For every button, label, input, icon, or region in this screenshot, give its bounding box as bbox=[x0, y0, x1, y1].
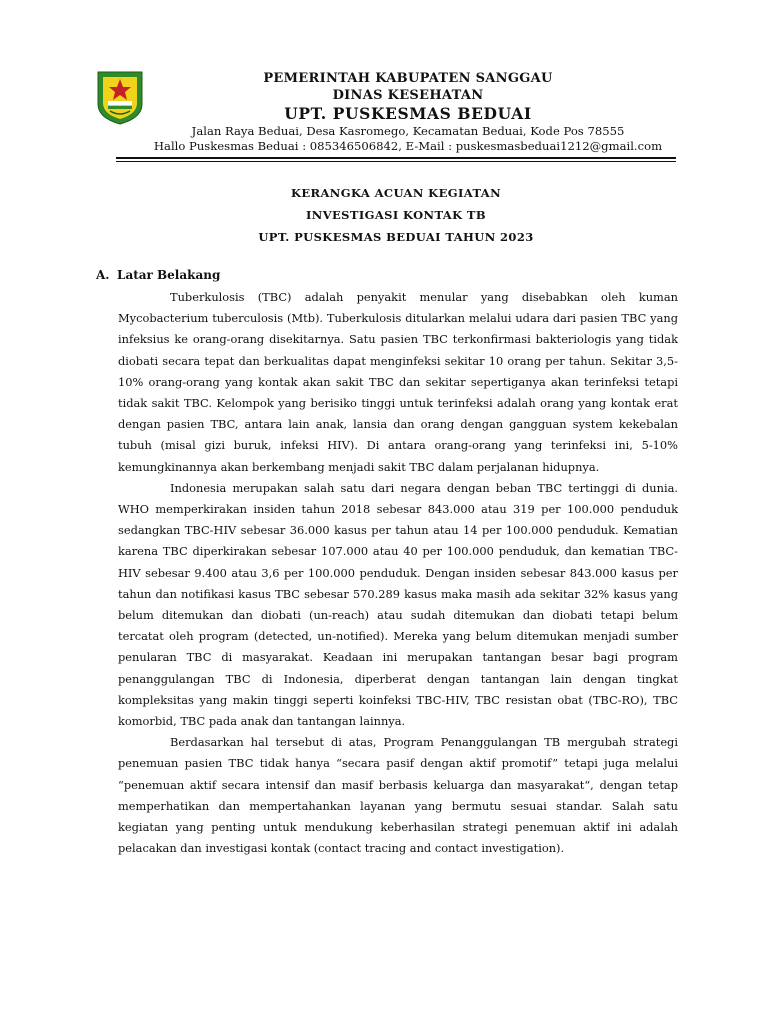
paragraph: Tuberkulosis (TBC) adalah penyakit menular yang disebabkan oleh kuman Mycobacterium tuberculosis (Mtb). Tuberkulosis ditularkan melalui udara dari pasien TBC yang infeksius ke orang-orang disekitarnya. Satu pasien TBC terkonfirmasi bakteriologis yang tidak diobati secara tepat dan berkualitas dapat menginfeksi sekitar 10 orang per tahun. Sekitar 3,5-10% orang-orang yang kontak akan sakit TBC dan sekitar sepertiganya akan terinfeksi tetapi tidak sakit TBC. Kelompok yang berisiko tinggi untuk terinfeksi adalah orang yang kontak erat dengan pasien TBC, antara lain anak, lansia dan orang dengan gangguan system kekebalan tubuh (misal gizi buruk, infeksi HIV). Di antara orang-orang yang terinfeksi ini, 5-10% kemungkinannya akan berkembang menjadi sakit TBC dalam perjalanan hidupnya. bbox=[118, 290, 678, 474]
section-title: Latar Belakang bbox=[117, 268, 221, 282]
title-line-3: UPT. PUSKESMAS BEDUAI TAHUN 2023 bbox=[258, 230, 534, 244]
paragraph: Indonesia merupakan salah satu dari negara dengan beban TBC tertinggi di dunia. WHO memperkirakan insiden tahun 2018 sebesar 843.000 atau 319 per 100.000 penduduk sedangkan TBC-HIV sebesar 36.000 kasus per tahun atau 14 per 100.000 penduduk. Kematian karena TBC diperkirakan sebesar 107.000 atau 40 per 100.000 penduduk, dan kematian TBC-HIV sebesar 9.400 atau 3,6 per 100.000 penduduk. Dengan insiden sebesar 843.000 kasus per tahun dan notifikasi kasus TBC sebesar 570.289 kasus maka masih ada sekitar 32% kasus yang belum ditemukan dan diobati (un-reach) atau sudah ditemukan dan diobati tetapi belum tercatat oleh program (detected, un-notified). Mereka yang belum ditemukan menjadi sumber penularan TBC di masyarakat. Keadaan ini merupakan tantangan besar bagi program penanggulangan TBC di Indonesia, diperberat dengan tantangan lain dengan tingkat kompleksitas yang makin tinggi seperti koinfeksi TBC-HIV, TBC resistan obat (TBC-RO), TBC komorbid, TBC pada anak dan tantangan lainnya. bbox=[118, 480, 678, 729]
letterhead-contact: Hallo Puskesmas Beduai : 085346506842, E-Mail : puskesmasbeduai1212@gmail.com bbox=[153, 139, 663, 153]
letterhead-rule-thick bbox=[116, 157, 676, 159]
section-number: A. bbox=[96, 268, 110, 282]
title-line-2: INVESTIGASI KONTAK TB bbox=[306, 208, 486, 222]
letterhead-government: PEMERINTAH KABUPATEN SANGGAU bbox=[263, 71, 553, 86]
letterhead-department: DINAS KESEHATAN bbox=[332, 88, 484, 103]
paragraph: Berdasarkan hal tersebut di atas, Program Penanggulangan TB mergubah strategi penemuan pasien TBC tidak hanya “secara pasif dengan aktif promotif” tetapi juga melalui “penemuan aktif secara intensif dan masif berbasis keluarga dan masyarakat“, dengan tetap memperhatikan dan mempertahankan layanan yang bermutu sesuai standar. Salah satu kegiatan yang penting untuk mendukung keberhasilan strategi penemuan aktif ini adalah pelacakan dan investigasi kontak (contact tracing and contact investigation). bbox=[118, 735, 678, 856]
letterhead-unit: UPT. PUSKESMAS BEDUAI bbox=[284, 104, 532, 123]
section-body bbox=[118, 287, 678, 859]
document-title bbox=[116, 182, 676, 248]
letterhead-address: Jalan Raya Beduai, Desa Kasromego, Kecamatan Beduai, Kode Pos 78555 bbox=[191, 124, 625, 138]
letterhead bbox=[118, 70, 698, 154]
letterhead-rule-thin bbox=[116, 161, 676, 162]
section-heading bbox=[96, 265, 220, 286]
title-line-1: KERANGKA ACUAN KEGIATAN bbox=[290, 186, 502, 200]
